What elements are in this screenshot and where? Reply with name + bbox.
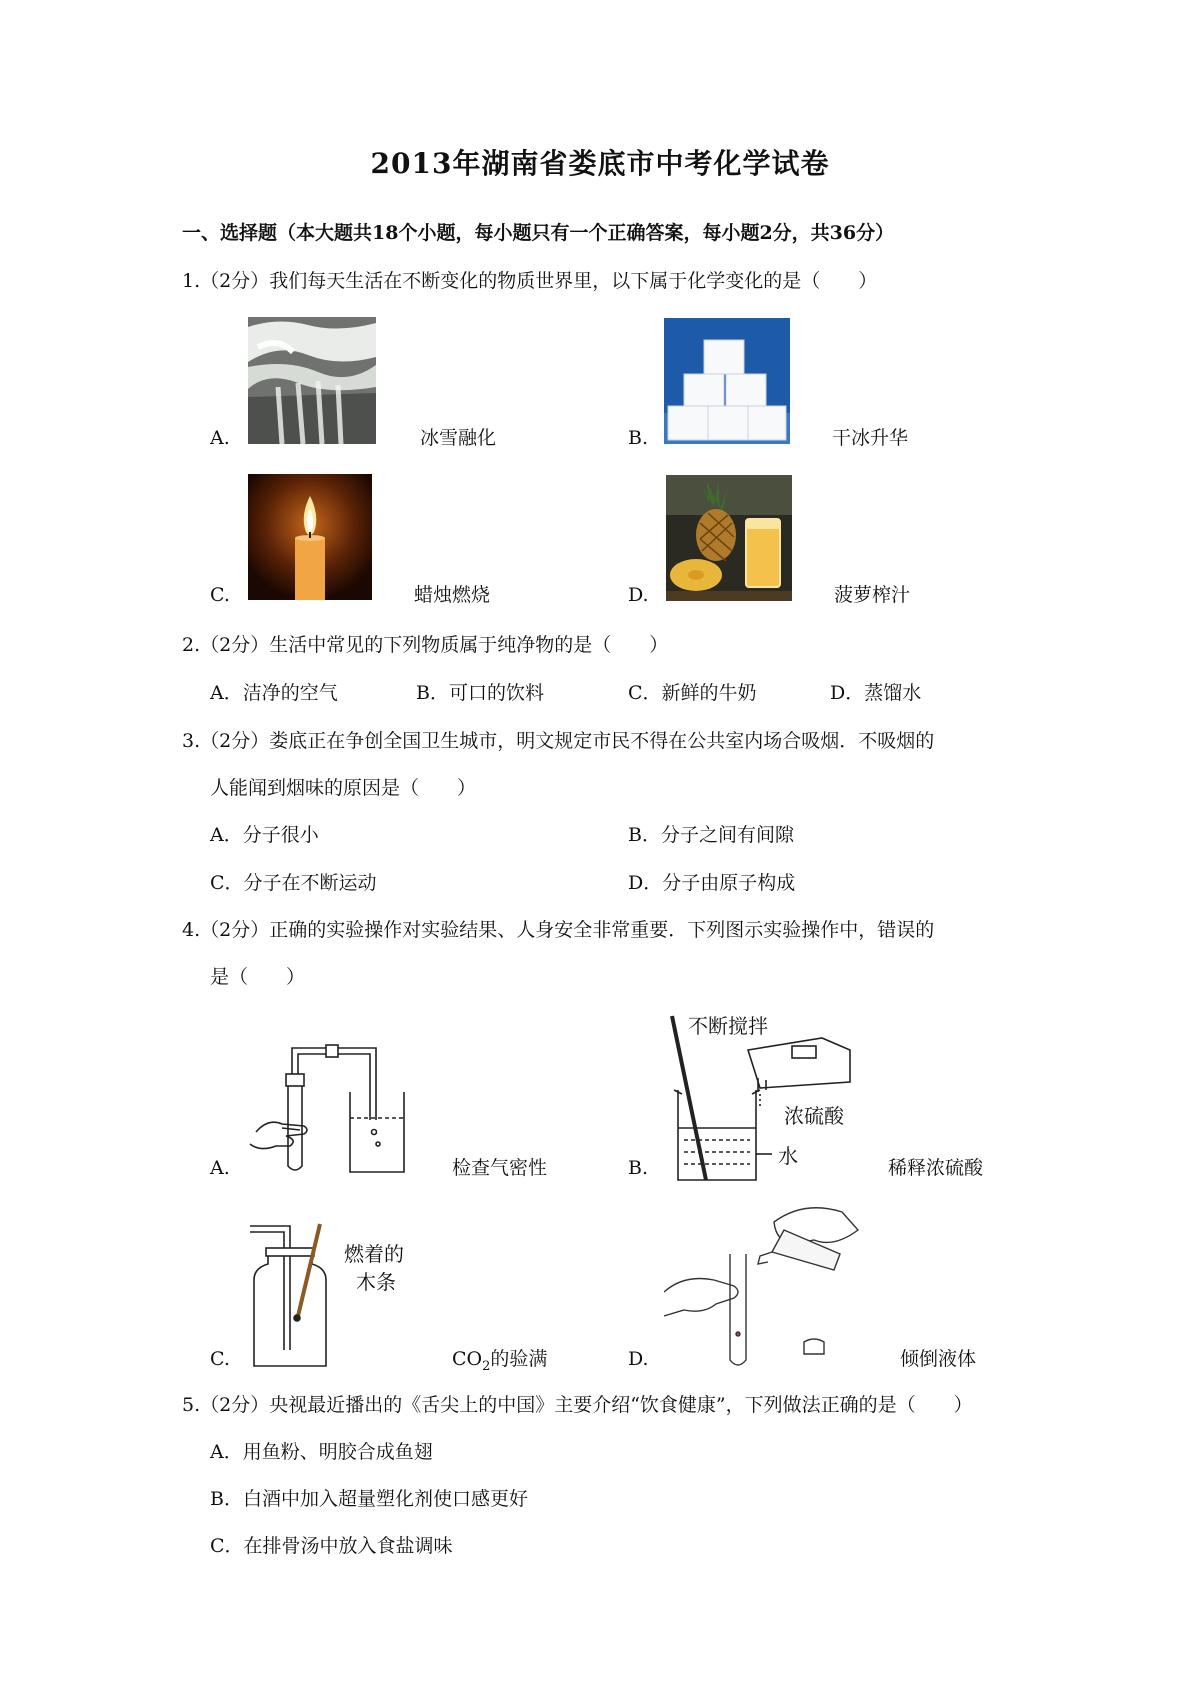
q4-option-b-letter: B. (628, 1157, 649, 1179)
question-2-stem: 2.（2分）生活中常见的下列物质属于纯净物的是（ ） (182, 634, 669, 656)
q4-option-b-caption: 稀释浓硫酸 (888, 1157, 984, 1179)
q4-option-d-caption: 倾倒液体 (900, 1348, 977, 1370)
q1-option-a-letter: A. (210, 427, 230, 449)
q4-option-d-letter: D. (628, 1348, 649, 1370)
q3-option-a: A．分子很小 (210, 824, 319, 846)
q2-option-c: C．新鲜的牛奶 (628, 682, 757, 704)
page-title: 2013年湖南省娄底市中考化学试卷 (370, 147, 830, 180)
q4-option-a-letter: A. (210, 1157, 230, 1179)
pour-liquid-diagram (664, 1200, 864, 1372)
q2-option-a: A．洁净的空气 (210, 682, 338, 704)
question-1-stem: 1.（2分）我们每天生活在不断变化的物质世界里，以下属于化学变化的是（ ） (182, 270, 878, 292)
q5-option-a: A．用鱼粉、明胶合成鱼翅 (210, 1441, 433, 1463)
q4-option-c-caption: $CO_2$的验满 (452, 1348, 548, 1374)
ice-snow-melting-photo (248, 317, 376, 444)
question-4-stem-line1: 4.（2分）正确的实验操作对实验结果、人身安全非常重要．下列图示实验操作中，错误的 (182, 919, 935, 941)
q5-option-c: C．在排骨汤中放入食盐调味 (210, 1535, 453, 1557)
acid-label: 浓硫酸 (784, 1104, 844, 1128)
q2-option-b: B．可口的饮料 (416, 682, 544, 704)
question-3-stem-line2: 人能闻到烟味的原因是（ ） (210, 777, 477, 799)
dry-ice-blocks-photo (664, 318, 790, 444)
burning-candle-photo (248, 474, 372, 600)
q1-option-b-letter: B. (628, 427, 649, 449)
burning-stick-label-2: 木条 (356, 1270, 396, 1294)
q1-option-a-caption: 冰雪融化 (420, 427, 497, 449)
q1-option-d-letter: D. (628, 584, 649, 606)
burning-stick-label-1: 燃着的 (344, 1242, 404, 1266)
section-heading: 一、选择题（本大题共18个小题，每小题只有一个正确答案，每小题2分，共36分） (182, 222, 895, 244)
pineapple-juice-photo (666, 475, 792, 601)
q1-option-d-caption: 菠萝榨汁 (834, 584, 911, 606)
q4-option-a-caption: 检查气密性 (452, 1157, 548, 1179)
q1-option-b-caption: 干冰升华 (832, 427, 909, 449)
question-5-stem: 5.（2分）央视最近播出的《舌尖上的中国》主要介绍“饮食健康”，下列做法正确的是（ ） (182, 1394, 973, 1416)
airtightness-check-diagram (246, 1040, 416, 1178)
q1-option-c-letter: C. (210, 584, 230, 606)
water-label: 水 (778, 1144, 798, 1168)
q5-option-b: B．白酒中加入超量塑化剂使口感更好 (210, 1488, 528, 1510)
q3-option-c: C．分子在不断运动 (210, 872, 377, 894)
stir-label: 不断搅拌 (688, 1014, 768, 1038)
q3-option-b: B．分子之间有间隙 (628, 824, 794, 846)
q2-option-d: D．蒸馏水 (830, 682, 922, 704)
q3-option-d: D．分子由原子构成 (628, 872, 796, 894)
question-4-stem-line2: 是（ ） (210, 966, 306, 988)
question-3-stem-line1: 3.（2分）娄底正在争创全国卫生城市，明文规定市民不得在公共室内场合吸烟．不吸烟的 (182, 730, 935, 752)
q4-option-c-letter: C. (210, 1348, 230, 1370)
q1-option-c-caption: 蜡烛燃烧 (414, 584, 491, 606)
